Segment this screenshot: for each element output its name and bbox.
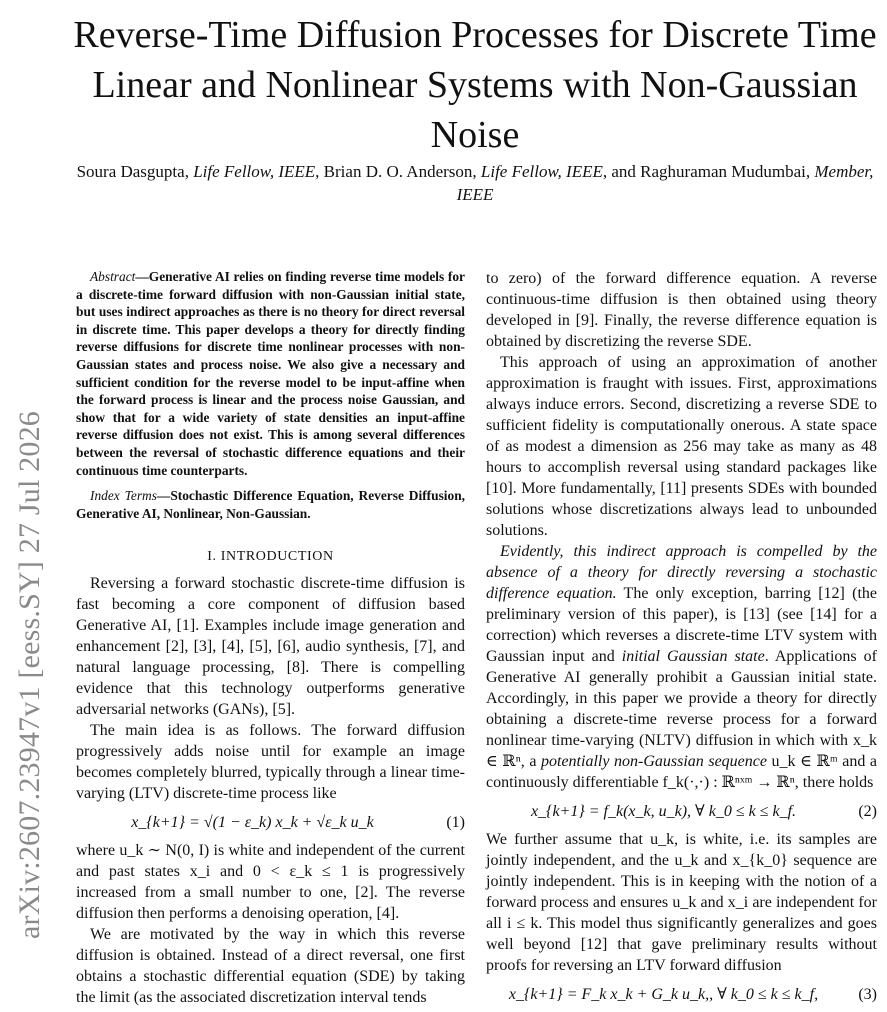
index-terms [76, 487, 465, 522]
text-run: u_k ∈ ℝᵐ and a continuously differentiable f_k(·,·) : ℝⁿˣᵐ → ℝⁿ, there holds [486, 753, 877, 791]
equation-2 [486, 793, 877, 829]
author-1-role: Life Fellow, IEEE [193, 162, 316, 181]
abstract [76, 268, 465, 479]
paragraph [486, 541, 877, 793]
author-list [70, 160, 880, 206]
author-1-name: Soura Dasgupta, [76, 162, 194, 181]
right-column [486, 268, 877, 1012]
equation-body: x_{k+1} = F_k x_k + G_k u_k,, ∀ k_0 ≤ k ≤ k_f, [508, 985, 819, 1003]
paragraph: to zero) of the forward difference equation. A reverse continuous-time diffusion is then obtained using theory developed in [9]. Finally, the reverse difference equation is obtained by discretizing the reverse SDE. [486, 270, 877, 350]
author-3-role: Member, IEEE [456, 162, 874, 204]
section-heading-introduction: I. INTRODUCTION [207, 549, 334, 565]
index-terms-label: Index Terms [90, 488, 157, 504]
equation-body: x_{k+1} = √(1 − ε_k) x_k + √ε_k u_k [131, 813, 374, 831]
equation-1 [76, 804, 465, 840]
equation-body: x_{k+1} = f_k(x_k, u_k), ∀ k_0 ≤ k ≤ k_f. [530, 802, 797, 820]
equation-number: (2) [858, 802, 877, 820]
abstract-label: Abstract [90, 269, 136, 284]
author-2-role: Life Fellow, IEEE [480, 162, 603, 181]
arxiv-stamp: arXiv:2607.23947v1 [eess.SY] 27 Jul 2026 [13, 411, 46, 939]
paragraph: This approach of using an approximation of another approximation is fraught with issues. First, approximations always induce errors. Second, discretizing a reverse SDE to sufficient fidelity is computationally onerous. A state space of as modest a dimension as 256 may take as many as 48 hours to accomplish reversal using standard packages like [10]. More fundamentally, [11] presents SDEs with bounded solutions whose discretizations always lead to unbounded solutions. [486, 354, 877, 539]
abstract-text: —Generative AI relies on finding reverse time models for a discrete-time forward diffusion with non-Gaussian initial state, but uses indirect approaches as there is no theory for direct reversal in discrete time. This paper develops a theory for directly finding reverse diffusions for discrete time nonlinear processes with non-Gaussian states and process noise. We also give a necessary and sufficient condition for the reverse model to be input-affine when the forward process is linear and the process noise Gaussian, and show that for a wide variety of state densities an input-affine reverse diffusion does not exist. This is among several differences between the reversal of stochastic difference equations and their continuous time counterparts. [76, 269, 465, 478]
paper-title: Reverse-Time Diffusion Processes for Discrete Time Linear and Nonlinear Systems with Non-Gaussian Noise [73, 14, 877, 156]
index-terms-text: —Stochastic Difference Equation, Reverse Diffusion, Generative AI, Nonlinear, Non-Gaussian. [76, 488, 465, 521]
text-run: The only exception, barring [12] (the preliminary version of this paper), is [13] (see [14] for a correction) which reverses a discrete-time LTV system with Gaussian input and [486, 585, 877, 665]
equation-3 [486, 976, 877, 1012]
emphasis: initial Gaussian state [621, 648, 765, 665]
author-2-name: , Brian D. O. Anderson, [315, 162, 481, 181]
paragraph: where u_k ∼ N(0, I) is white and independent of the current and past states x_i and 0 < ε_k ≤ 1 is progressively increased from a small number to one, [2]. The reverse diffusion then performs a denoising operation, [4]. [76, 842, 465, 923]
emphasis: potentially non-Gaussian sequence [541, 753, 767, 770]
left-column [76, 268, 465, 1008]
equation-number: (3) [858, 985, 877, 1003]
text-run: . Applications of Generative AI generally prohibit a Gaussian initial state. Accordingly, in this paper we provide a theory for directly obtaining a discrete-time reverse process for a forward nonlinear time-varying (NLTV) diffusion in which with x_k ∈ ℝⁿ, a [486, 648, 877, 770]
paragraph: Reversing a forward stochastic discrete-time diffusion is fast becoming a core component of diffusion based Generative AI, [1]. Examples include image generation and enhancement [2], [3], [4], [5], [6], audio synthesis, [7], and natural language processing, [8]. There is compelling evidence that this technology outperforms generative adversarial networks (GANs), [5]. [76, 575, 465, 719]
emphasis: Evidently, this indirect approach is compelled by the absence of a theory for directly reversing a stochastic difference equation. [486, 543, 877, 602]
paragraph: We further assume that u_k, is white, i.e. its samples are jointly independent, and the u_k and x_{k_0} sequence are jointly independent. This is in keeping with the notion of a forward process and ensures u_k and x_i are independent for all i ≤ k. This model thus significantly generalizes and goes well beyond [12] that gave preliminary results without proofs for reversing an LTV forward diffusion [486, 831, 877, 974]
author-3-name: , and Raghuraman Mudumbai, [602, 162, 815, 181]
paragraph: We are motivated by the way in which this reverse diffusion is obtained. Instead of a direct reversal, one first obtains a stochastic differential equation (SDE) by taking the limit (as the associated discretization interval tends [76, 926, 465, 1007]
paragraph: The main idea is as follows. The forward diffusion progressively adds noise until for example an image becomes completely blurred, typically through a linear time-varying (LTV) discrete-time process like [76, 722, 465, 803]
equation-number: (1) [446, 813, 465, 831]
